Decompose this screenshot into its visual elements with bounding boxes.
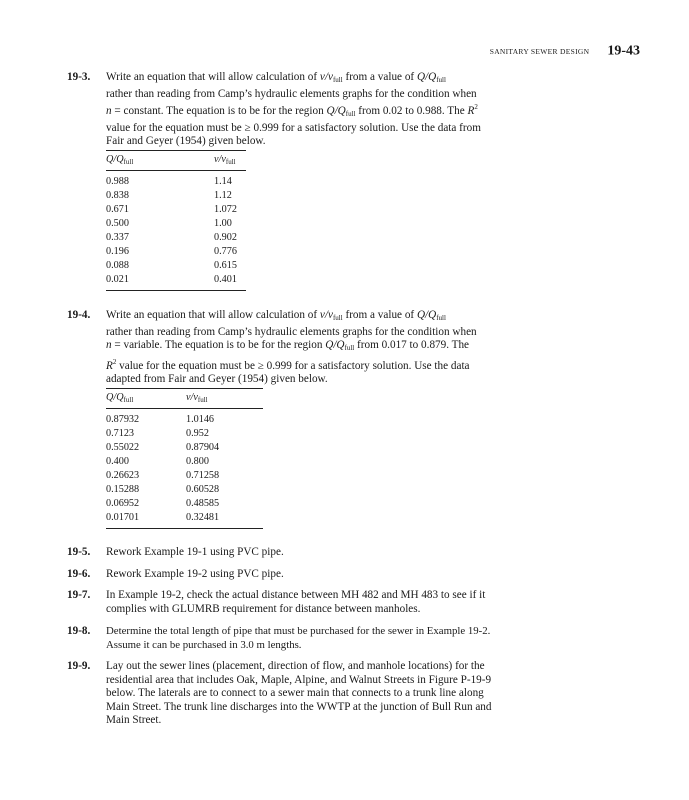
problem-number: 19-8. <box>67 625 91 637</box>
column-header-q: $Q/Q_{full}$ <box>106 389 186 409</box>
problem-19-6 <box>67 568 537 582</box>
column-header-q: $Q/Q_{full}$ <box>106 151 214 171</box>
table-row: 0.988 1.14 <box>106 176 232 187</box>
problem-number: 19-9. <box>67 660 91 672</box>
problem-19-9 <box>67 660 537 728</box>
problem-19-7 <box>67 589 537 616</box>
problem-19-3 <box>67 71 533 149</box>
problem-19-4 <box>67 309 533 387</box>
data-table-19-4 <box>106 388 263 529</box>
table-row: 0.088 0.615 <box>106 260 237 271</box>
page-number: 19-43 <box>607 43 640 59</box>
running-title: SANITARY SEWER DESIGN <box>489 46 590 56</box>
problem-text: Lay out the sewer lines (placement, direction of flow, and manhole locations) for the residential area that includes Oak, Maple, Alpine, and Walnut Streets in Figure P-19-9 below. The laterals are to connect to a sewer main that connects to a trunk line along Main Street. The trunk line discharges into the WWTP at the junction of Bull Run and Main Street. <box>106 660 492 727</box>
table-row: 0.400 0.800 <box>106 456 209 467</box>
problem-19-8 <box>67 625 537 652</box>
table-row: 0.838 1.12 <box>106 190 232 201</box>
column-header-v: $v/v_{full}$ <box>186 389 263 409</box>
problem-text: Determine the total length of pipe that must be purchased for the sewer in Example 19-2. Assume it can be purchased in 3.0 m lengths. <box>106 625 491 651</box>
problem-text: Write an equation that will allow calculation of $v/v_{full}$ from a value of $Q/Q_{full}$ rather than reading from Camp’s hydraulic elements graphs for the condition when n = variable. The equation is to be for the region $Q/Q_{full}$ from 0.017 to 0.879. The $R^2$ value for the equation must be ≥ 0.999 for a satisfactory solution. Use the data adapted from Fair and Geyer (1954) given below. <box>106 309 477 386</box>
problem-number: 19-3. <box>67 71 91 83</box>
table-row: 0.500 1.00 <box>106 218 232 229</box>
table-row: 0.55022 0.87904 <box>106 442 220 453</box>
problem-text: Rework Example 19-2 using PVC pipe. <box>106 568 284 580</box>
data-table-19-3 <box>106 150 246 291</box>
table-header-row <box>106 389 263 409</box>
problem-number: 19-6. <box>67 568 91 580</box>
table-row: 0.021 0.401 <box>106 273 246 291</box>
table-row: 0.15288 0.60528 <box>106 484 220 495</box>
problem-text: In Example 19-2, check the actual distance between MH 482 and MH 483 to see if it complies with GLUMRB requirement for distance between manholes. <box>106 589 486 615</box>
page-header <box>0 42 640 60</box>
problem-number: 19-4. <box>67 309 91 321</box>
problem-number: 19-7. <box>67 589 91 601</box>
table-row: 0.196 0.776 <box>106 246 237 257</box>
table-row: 0.06952 0.48585 <box>106 498 220 509</box>
table-row: 0.337 0.902 <box>106 232 237 243</box>
table-row: 0.26623 0.71258 <box>106 470 220 481</box>
table-row: 0.01701 0.32481 <box>106 511 263 529</box>
problem-text: Write an equation that will allow calculation of $v/v_{full}$ from a value of $Q/Q_{full}$ rather than reading from Camp’s hydraulic elements graphs for the condition when n = constant. The equation is to be for the region $Q/Q_{full}$ from 0.02 to 0.988. The $R^2$ value for the equation must be ≥ 0.999 for a satisfactory solution. Use the data from Fair and Geyer (1954) given below. <box>106 71 481 148</box>
table-header-row <box>106 151 246 171</box>
problem-number: 19-5. <box>67 546 91 558</box>
table-row: 0.671 1.072 <box>106 204 237 215</box>
problem-19-5 <box>67 546 537 560</box>
column-header-v: $v/v_{full}$ <box>214 151 246 171</box>
table-row: 0.7123 0.952 <box>106 428 209 439</box>
problem-text: Rework Example 19-1 using PVC pipe. <box>106 546 284 558</box>
table-row: 0.87932 1.0146 <box>106 414 215 425</box>
